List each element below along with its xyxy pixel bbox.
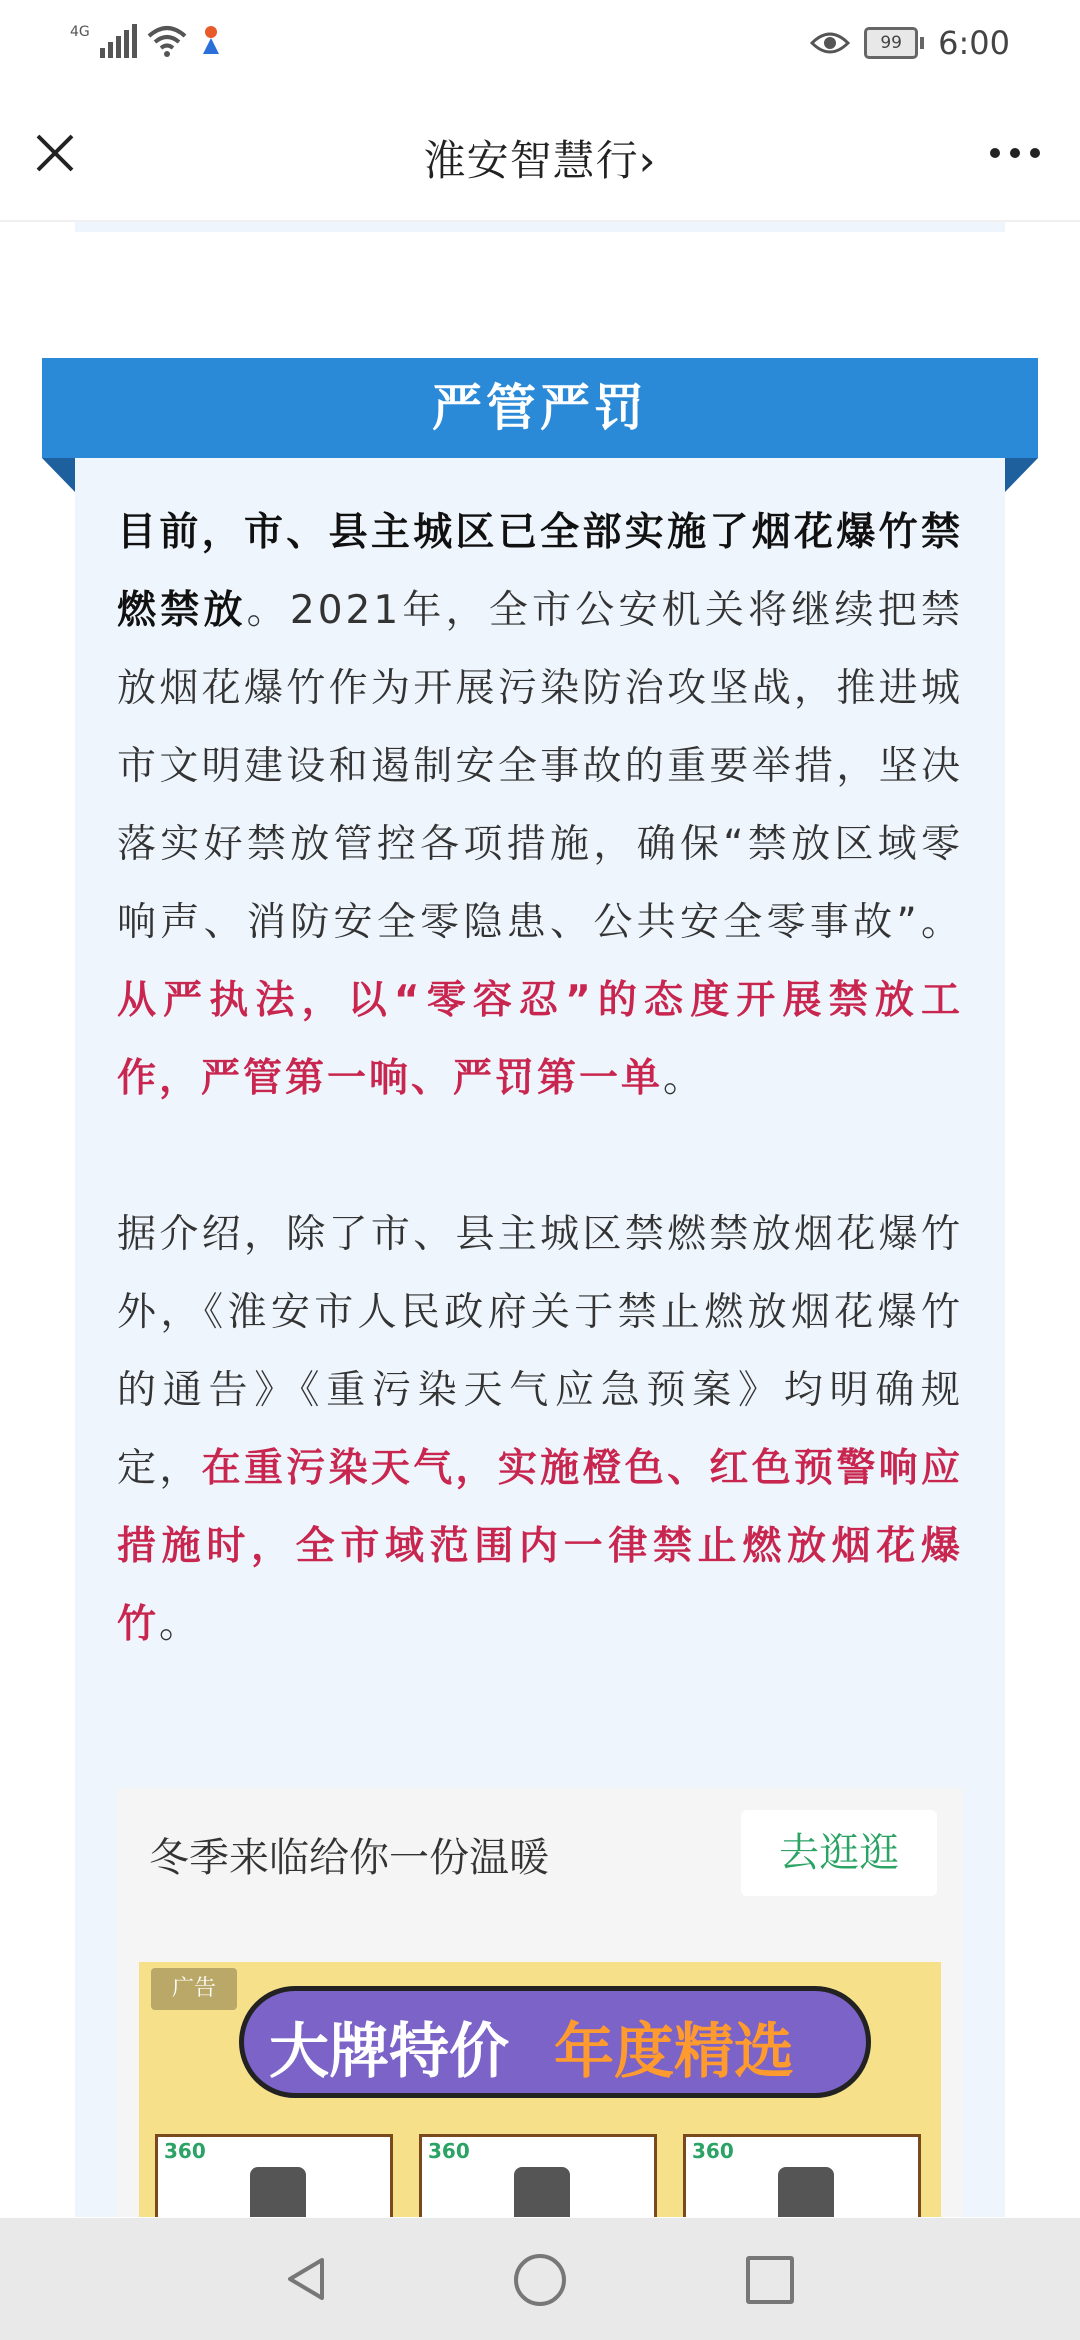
banner-fold-left (42, 458, 75, 492)
ad-caption: 冬季来临给你一份温暖 (149, 1835, 549, 1881)
battery-level: 99 (864, 27, 918, 59)
brand-logo: 360 (164, 2139, 206, 2163)
chair-image (778, 2167, 834, 2217)
brand-logo: 360 (692, 2139, 734, 2163)
ad-card[interactable] (117, 1788, 963, 2217)
ad-badge[interactable]: 广告 (151, 1968, 237, 2010)
article-content[interactable] (0, 222, 1080, 2217)
paragraph-text: 。2021年，全市公安机关将继续把禁放烟花爆竹作为开展污染防治攻坚战，推进城市文明建设和遏制安全事故的重要举措，坚决落实好禁放管控各项措施，确保“禁放区域零响声、消防安全零隐患、公共安全零事故”。 (117, 588, 963, 945)
more-icon[interactable] (990, 148, 1040, 158)
home-icon[interactable] (514, 2254, 566, 2306)
status-right (810, 24, 1010, 62)
section-title: 严管严罚 (432, 379, 648, 437)
chair-image (250, 2167, 306, 2217)
paragraph-end: 。 (159, 1602, 202, 1647)
paragraph-1 (117, 494, 963, 1118)
chair-image (514, 2167, 570, 2217)
top-nav-bar (0, 90, 1080, 222)
recent-apps-icon[interactable] (746, 2256, 794, 2304)
network-type: 4G (70, 24, 90, 40)
status-bar (0, 0, 1080, 90)
bold-lead: 目前，市、县主城区已全部实施了烟花爆竹禁燃禁放 (117, 510, 963, 633)
signal-icon (100, 24, 137, 58)
eye-icon (810, 29, 850, 57)
clock: 6:00 (938, 24, 1010, 62)
account-title-link[interactable] (0, 128, 1080, 188)
product-tile (683, 2134, 921, 2217)
ad-visit-button[interactable]: 去逛逛 (741, 1810, 937, 1896)
article-body (117, 494, 963, 1664)
ad-headline-1: 大牌特价 (269, 2017, 509, 2087)
brand-logo: 360 (428, 2139, 470, 2163)
battery-icon (864, 27, 924, 59)
system-nav-bar (0, 2218, 1080, 2340)
highlight-text: 从严执法，以“零容忍”的态度开展禁放工作，严管第一响、严罚第一单 (117, 978, 963, 1101)
status-left (70, 24, 225, 58)
banner-fold-right (1005, 458, 1038, 492)
product-tile (155, 2134, 393, 2217)
back-icon[interactable] (282, 2254, 332, 2304)
product-tile (419, 2134, 657, 2217)
account-name: 淮安智慧行 (423, 136, 639, 185)
paragraph-end: 。 (663, 1056, 706, 1101)
previous-section-edge (75, 222, 1005, 232)
ad-headline-2: 年度精选 (554, 2017, 794, 2087)
wifi-icon (147, 24, 187, 58)
highlight-text: 在重污染天气，实施橙色、红色预警响应措施时，全市域范围内一律禁止燃放烟花爆竹 (117, 1446, 963, 1647)
app-notification-icon (197, 24, 225, 58)
paragraph-2 (117, 1196, 963, 1664)
ad-image[interactable] (139, 1962, 941, 2217)
paragraph-text: 据介绍，除了市、县主城区禁燃禁放烟花爆竹外，《淮安市人民政府关于禁止燃放烟花爆竹的通告》《重污染天气应急预案》均明确规定， (117, 1212, 963, 1491)
chevron-right-icon: › (638, 136, 657, 185)
